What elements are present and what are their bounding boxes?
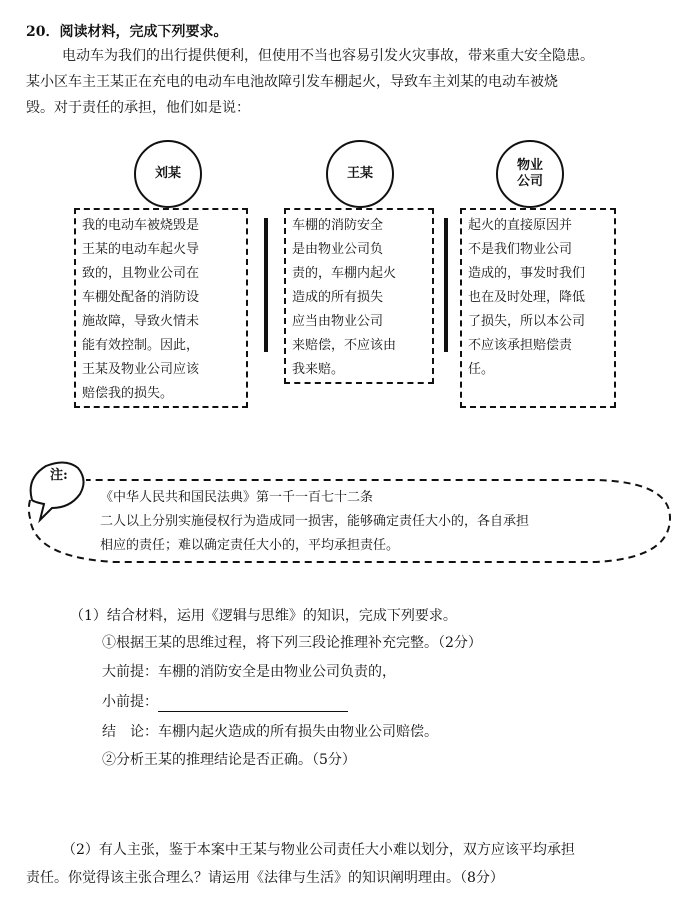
separator [444, 218, 448, 352]
statement-box-liu [74, 208, 248, 408]
statement-line: 来赔偿，不应该由 [292, 338, 397, 353]
statement-line: 起火的直接原因并 [468, 218, 573, 233]
statement-line: 不是我们物业公司 [468, 242, 573, 257]
statement-box-wang [284, 208, 434, 384]
statement-line: 王某的电动车起火导 [82, 242, 200, 257]
speaker-wang-circle [326, 140, 394, 208]
intro-line: 毁。对于责任的承担，他们如是说： [26, 100, 250, 116]
statement-line: 能有效控制。因此， [82, 338, 200, 353]
statement-line: 施故障，导致火情未 [82, 314, 200, 329]
statement-line: 致的，且物业公司在 [82, 266, 200, 281]
intro-line: 电动车为我们的出行提供便利，但使用不当也容易引发火灾事故，带来重大安全隐患。 [62, 48, 594, 64]
statement-line: 应当由物业公司 [292, 314, 384, 329]
major-premise: 大前提：车棚的消防安全是由物业公司负责的， [102, 664, 396, 680]
statement-line: 不应该承担赔偿责 [468, 338, 573, 353]
statement-line: 我来赔。 [292, 362, 345, 377]
minor-premise [102, 692, 348, 712]
statement-line: 责的，车棚内起火 [292, 266, 397, 281]
answer-blank[interactable] [158, 697, 348, 712]
speaker-liu-circle [134, 140, 202, 208]
speaker-liu-name: 刘某 [154, 166, 181, 181]
speaker-wang-name: 王某 [346, 166, 373, 181]
statement-line: 了损失，所以本公司 [468, 314, 586, 329]
statement-line: 车棚的消防安全 [292, 218, 384, 233]
statement-line: 车棚处配备的消防设 [82, 290, 200, 305]
part2-line: 责任。你觉得该主张合理么？请运用《法律与生活》的知识阐明理由。（8分） [26, 870, 504, 886]
conclusion: 结 论：车棚内起火造成的所有损失由物业公司赔偿。 [102, 724, 438, 740]
question-header: 20．阅读材料，完成下列要求。 [26, 24, 228, 40]
note-line: 二人以上分别实施侵权行为造成同一损害，能够确定责任大小的，各自承担 [100, 514, 530, 529]
speaker-property-name: 物业 公司 [516, 158, 543, 189]
statement-line: 也在及时处理，降低 [468, 290, 586, 305]
statement-box-property [460, 208, 616, 408]
intro-line: 某小区车主王某正在充电的电动车电池故障引发车棚起火，导致车主刘某的电动车被烧 [26, 74, 558, 90]
minor-premise-label: 小前提： [102, 694, 158, 710]
statement-line: 赔偿我的损失。 [82, 386, 174, 401]
statement-line: 任。 [468, 362, 495, 377]
part1-sub2: ②分析王某的推理结论是否正确。（5分） [102, 752, 356, 768]
statement-line: 是由物业公司负 [292, 242, 384, 257]
part1-sub1: ①根据王某的思维过程，将下列三段论推理补充完整。（2分） [102, 635, 482, 651]
separator [264, 218, 268, 352]
note-label: 注: [50, 468, 68, 483]
statement-line: 我的电动车被烧毁是 [82, 218, 200, 233]
statement-line: 造成的，事发时我们 [468, 266, 586, 281]
part1-title: （1）结合材料，运用《逻辑与思维》的知识，完成下列要求。 [70, 608, 457, 624]
note-line: 《中华人民共和国民法典》第一千一百七十二条 [100, 490, 374, 505]
statement-line: 王某及物业公司应该 [82, 362, 200, 377]
part2-line: （2）有人主张，鉴于本案中王某与物业公司责任大小难以划分，双方应该平均承担 [62, 842, 575, 858]
speaker-property-circle [496, 140, 564, 208]
note-line: 相应的责任；难以确定责任大小的，平均承担责任。 [100, 538, 400, 553]
statement-line: 造成的所有损失 [292, 290, 384, 305]
